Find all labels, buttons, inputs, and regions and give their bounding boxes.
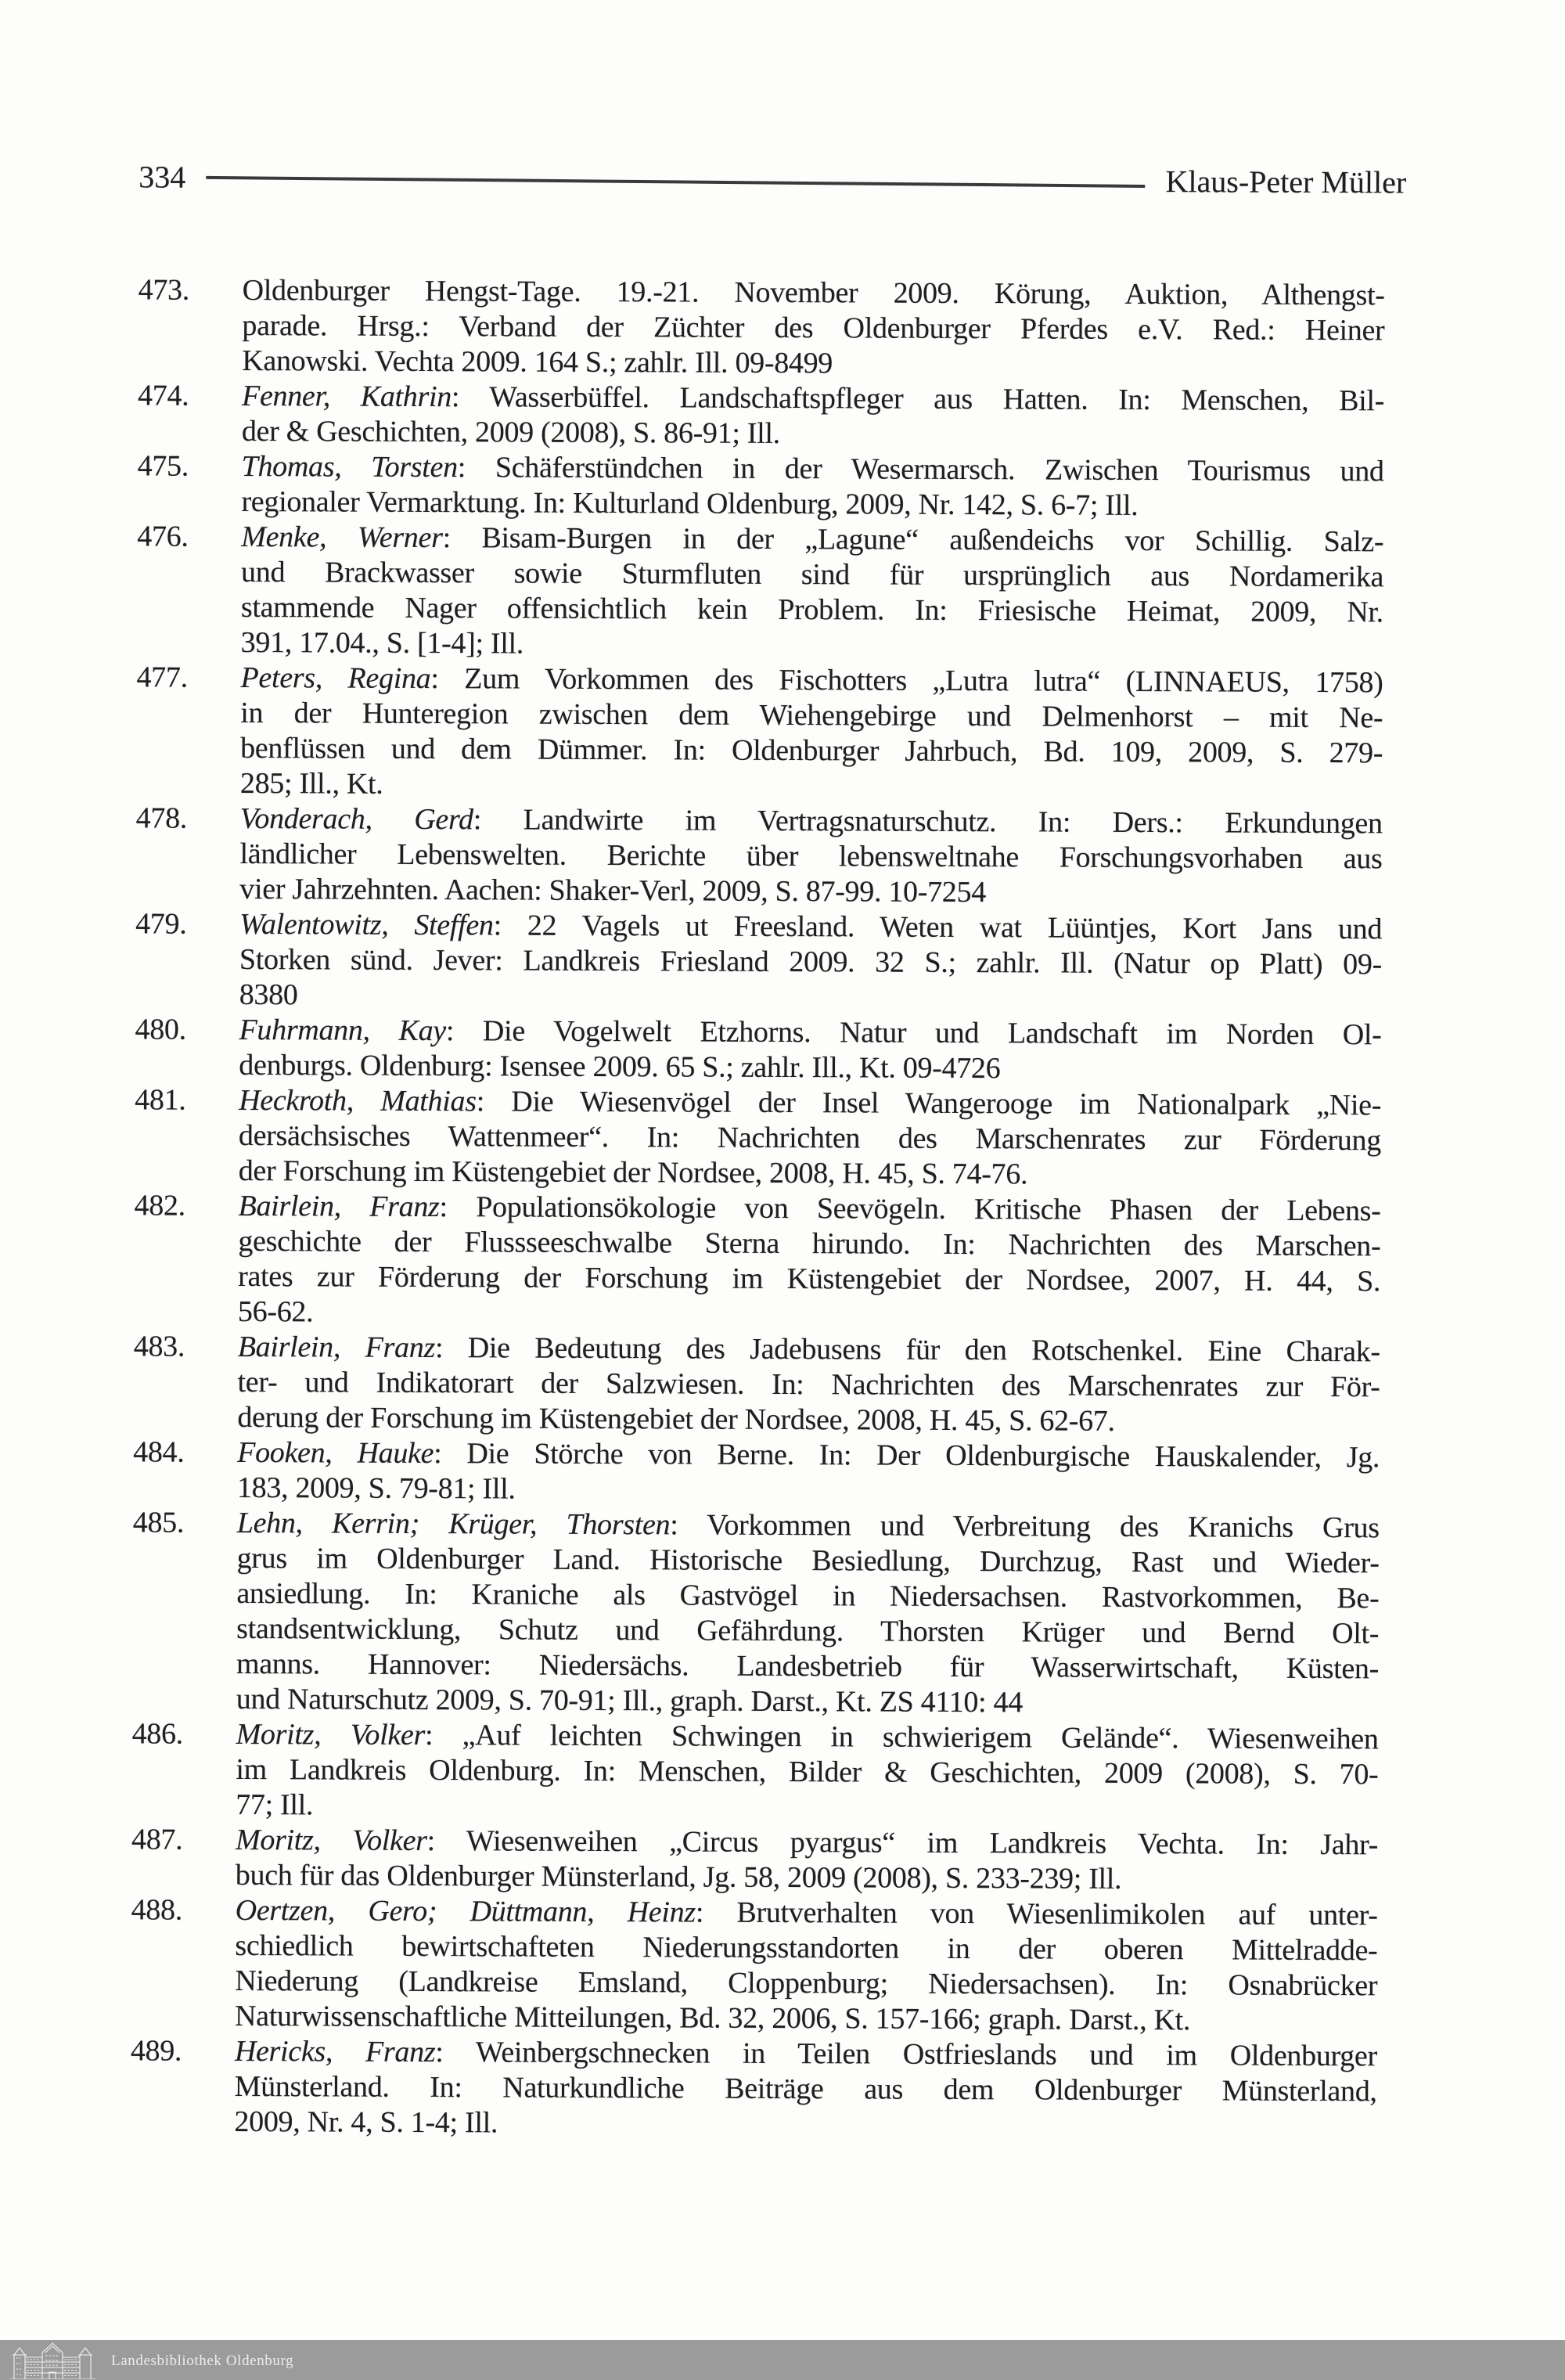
bibliography-entry bbox=[130, 2034, 1377, 2144]
entry-number: 477. bbox=[136, 661, 188, 694]
entry-text bbox=[236, 1717, 1379, 1827]
entry-author: Hericks, Franz bbox=[234, 2034, 436, 2069]
bibliography-entry bbox=[133, 1330, 1380, 1440]
entry-line: Fooken, Hauke: Die Störche von Berne. In: Der Oldenburgische Hauskalender, Jg. bbox=[237, 1435, 1380, 1474]
entry-author: Heckroth, Mathias bbox=[239, 1083, 477, 1118]
entry-line: Bairlein, Franz: Populationsökologie von Seevögeln. Kritische Phasen der Lebens- bbox=[238, 1189, 1381, 1228]
entry-number: 484. bbox=[133, 1435, 185, 1469]
entry-text bbox=[239, 907, 1383, 1017]
library-name-label: Landesbibliothek Oldenburg bbox=[111, 2353, 294, 2369]
entry-author: Thomas, Torsten bbox=[241, 449, 458, 484]
entry-line: Thomas, Torsten: Schäferstündchen in der Wesermarsch. Zwischen Tourismus und bbox=[241, 449, 1384, 488]
entry-number: 476. bbox=[137, 520, 189, 553]
entry-line: der Forschung im Küstengebiet der Nordsee, 2008, H. 45, S. 74-76. bbox=[238, 1154, 1028, 1191]
entry-number: 482. bbox=[134, 1189, 185, 1222]
entry-line: benflüssen und dem Dümmer. In: Oldenburger Jahrbuch, Bd. 109, 2009, S. 279- bbox=[240, 731, 1383, 770]
entry-author: Fuhrmann, Kay bbox=[239, 1013, 447, 1048]
entry-text bbox=[242, 273, 1385, 383]
entry-line: regionaler Vermarktung. In: Kulturland Oldenburg, 2009, Nr. 142, S. 6-7; Ill. bbox=[241, 484, 1139, 522]
entry-text bbox=[239, 1013, 1381, 1088]
entry-number: 479. bbox=[135, 907, 187, 941]
bibliography-entry bbox=[132, 1506, 1380, 1722]
entry-line: 183, 2009, S. 79-81; Ill. bbox=[236, 1471, 516, 1506]
header-rule bbox=[206, 176, 1145, 188]
entry-line: Oldenburger Hengst-Tage. 19.-21. November 2009. Körung, Auktion, Althengst- bbox=[242, 273, 1385, 312]
entry-line: in der Hunteregion zwischen dem Wiehengebirge und Delmenhorst – mit Ne- bbox=[240, 696, 1383, 735]
entry-author: Fooken, Hauke bbox=[237, 1435, 434, 1471]
entry-text bbox=[236, 1506, 1380, 1722]
entry-author: Vonderach, Gerd bbox=[239, 801, 473, 837]
entry-author: Bairlein, Franz bbox=[237, 1330, 436, 1365]
entry-line: schiedlich bewirtschafteten Niederungsstandorten in der oberen Mittelradde- bbox=[235, 1928, 1378, 1968]
entry-text bbox=[241, 449, 1383, 524]
entry-line: 56-62. bbox=[237, 1294, 314, 1329]
entry-line: 391, 17.04., S. [1-4]; Ill. bbox=[240, 625, 524, 661]
entry-line: denburgs. Oldenburg: Isensee 2009. 65 S.; zahlr. Ill., Kt. 09-4726 bbox=[239, 1048, 1001, 1086]
entry-author: Menke, Werner bbox=[241, 520, 443, 555]
entry-line: Hericks, Franz: Weinbergschnecken in Teilen Ostfrieslands und im Oldenburger bbox=[234, 2034, 1377, 2073]
entry-line: 77; Ill. bbox=[236, 1788, 314, 1822]
entry-number: 483. bbox=[133, 1330, 185, 1363]
library-watermark-bar bbox=[0, 2340, 1565, 2380]
entry-author: Walentowitz, Steffen bbox=[239, 907, 494, 942]
entry-line: geschichte der Flussseeschwalbe Sterna hirundo. In: Nachrichten des Marschen- bbox=[238, 1224, 1381, 1263]
entry-line: parade. Hrsg.: Verband der Züchter des Oldenburger Pferdes e.V. Red.: Heiner bbox=[242, 308, 1385, 347]
bibliography-entry bbox=[133, 1435, 1380, 1510]
entry-line: 8380 bbox=[239, 978, 298, 1012]
bibliography-entry bbox=[135, 1013, 1382, 1088]
entry-line: 285; Ill., Kt. bbox=[239, 766, 383, 801]
library-building-icon bbox=[8, 2342, 97, 2379]
header-author: Klaus-Peter Müller bbox=[1165, 164, 1407, 200]
entry-line: der & Geschichten, 2009 (2008), S. 86-91; Ill. bbox=[241, 414, 780, 450]
bibliography-entry bbox=[138, 273, 1385, 383]
entry-line: Peters, Regina: Zum Vorkommen des Fischotters „Lutra lutra“ (LINNAEUS, 1758) bbox=[240, 661, 1383, 700]
bibliography-entry bbox=[137, 520, 1384, 665]
bibliography-entry bbox=[137, 449, 1384, 524]
entry-line: Walentowitz, Steffen: 22 Vagels ut Freesland. Weten wat Lüüntjes, Kort Jans und bbox=[239, 907, 1383, 946]
bibliography-entry bbox=[131, 1717, 1379, 1827]
entry-line: ansiedlung. In: Kraniche als Gastvögel in Niedersachsen. Rastvorkommen, Be- bbox=[236, 1576, 1380, 1615]
entry-number: 485. bbox=[132, 1506, 185, 1539]
bibliography-entry bbox=[135, 1083, 1382, 1194]
bibliography-entry bbox=[134, 1189, 1381, 1334]
entry-line: derung der Forschung im Küstengebiet der Nordsee, 2008, H. 45, S. 62-67. bbox=[237, 1400, 1115, 1438]
entry-author: Peters, Regina bbox=[240, 661, 431, 696]
entry-author: Fenner, Kathrin bbox=[242, 379, 452, 414]
entry-line: Lehn, Kerrin; Krüger, Thorsten: Vorkommen und Verbreitung des Kranichs Grus bbox=[236, 1506, 1380, 1545]
bibliography-entry bbox=[135, 801, 1383, 912]
entry-author: Moritz, Volker bbox=[235, 1823, 427, 1858]
entry-number: 488. bbox=[131, 1893, 183, 1927]
entry-line: stammende Nager offensichtlich kein Problem. In: Friesische Heimat, 2009, Nr. bbox=[240, 590, 1383, 629]
entry-line: rates zur Förderung der Forschung im Küstengebiet der Nordsee, 2007, H. 44, S. bbox=[238, 1259, 1381, 1298]
entry-number: 487. bbox=[131, 1823, 183, 1856]
entry-text bbox=[237, 1435, 1380, 1510]
entry-text bbox=[234, 2034, 1377, 2144]
entry-number: 489. bbox=[130, 2034, 182, 2068]
page-number: 334 bbox=[139, 159, 186, 195]
entry-text bbox=[240, 661, 1383, 806]
bibliography-entry bbox=[135, 907, 1383, 1017]
entry-line: Fuhrmann, Kay: Die Vogelwelt Etzhorns. Natur und Landschaft im Norden Ol- bbox=[239, 1013, 1382, 1052]
entry-line: Oertzen, Gero; Düttmann, Heinz: Brutverhalten von Wiesenlimikolen auf unter- bbox=[235, 1893, 1378, 1932]
entry-number: 481. bbox=[135, 1083, 186, 1117]
entry-author: Bairlein, Franz bbox=[238, 1189, 440, 1224]
entry-line: vier Jahrzehnten. Aachen: Shaker-Verl, 2009, S. 87-99. 10-7254 bbox=[239, 872, 987, 909]
entry-line: Moritz, Volker: Wiesenweihen „Circus pyargus“ im Landkreis Vechta. In: Jahr- bbox=[235, 1823, 1379, 1862]
entry-author: Oertzen, Gero; Düttmann, Heinz bbox=[235, 1893, 696, 1929]
entry-line: Münsterland. In: Naturkundliche Beiträge aus dem Oldenburger Münsterland, bbox=[234, 2069, 1377, 2108]
entry-number: 480. bbox=[135, 1013, 186, 1046]
entry-line: und Naturschutz 2009, S. 70-91; Ill., graph. Darst., Kt. ZS 4110: 44 bbox=[236, 1682, 1024, 1719]
entry-line: ter- und Indikatorart der Salzwiesen. In: Nachrichten des Marschenrates zur För- bbox=[237, 1365, 1380, 1404]
bibliography-entry bbox=[138, 379, 1385, 454]
entries-list bbox=[130, 273, 1385, 2144]
entry-number: 486. bbox=[131, 1717, 184, 1751]
entry-text bbox=[235, 1893, 1378, 2039]
page-header bbox=[139, 158, 1406, 201]
entry-line: Menke, Werner: Bisam-Burgen in der „Lagune“ außendeichs vor Schillig. Salz- bbox=[241, 520, 1384, 559]
entry-number: 475. bbox=[137, 449, 189, 483]
entry-line: Fenner, Kathrin: Wasserbüffel. Landschaftspfleger aus Hatten. In: Menschen, Bil- bbox=[242, 379, 1385, 418]
entry-number: 474. bbox=[138, 379, 189, 412]
entry-line: Storken sünd. Jever: Landkreis Friesland 2009. 32 S.; zahlr. Ill. (Natur op Platt) 09- bbox=[239, 942, 1383, 981]
entry-line: standsentwicklung, Schutz und Gefährdung. Thorsten Krüger und Bernd Olt- bbox=[236, 1611, 1380, 1651]
entry-line: Moritz, Volker: „Auf leichten Schwingen in schwierigem Gelände“. Wiesenweihen bbox=[236, 1717, 1379, 1756]
entry-line: im Landkreis Oldenburg. In: Menschen, Bilder & Geschichten, 2009 (2008), S. 70- bbox=[236, 1752, 1379, 1791]
entry-text bbox=[239, 801, 1383, 912]
entry-line: Bairlein, Franz: Die Bedeutung des Jadebusens für den Rotschenkel. Eine Charak- bbox=[237, 1330, 1380, 1369]
entry-text bbox=[238, 1189, 1381, 1334]
entry-line: und Brackwasser sowie Sturmfluten sind für ursprünglich aus Nordamerika bbox=[241, 555, 1384, 594]
entry-line: ländlicher Lebenswelten. Berichte über lebensweltnahe Forschungsvorhaben aus bbox=[239, 837, 1383, 876]
entry-text bbox=[237, 1330, 1380, 1440]
entry-line: Kanowski. Vechta 2009. 164 S.; zahlr. Ill. 09-8499 bbox=[242, 344, 833, 380]
entry-author: Lehn, Kerrin; Krüger, Thorsten bbox=[236, 1506, 671, 1542]
entry-line: buch für das Oldenburger Münsterland, Jg. 58, 2009 (2008), S. 233-239; Ill. bbox=[235, 1858, 1122, 1896]
entry-line: Niederung (Landkreise Emsland, Cloppenburg; Niedersachsen). In: Osnabrücker bbox=[235, 1964, 1378, 2003]
entry-text bbox=[241, 520, 1384, 665]
entry-number: 473. bbox=[138, 273, 190, 307]
bibliography-entry bbox=[131, 1823, 1379, 1898]
entry-line: manns. Hannover: Niedersächs. Landesbetrieb für Wasserwirtschaft, Küsten- bbox=[236, 1647, 1380, 1686]
entry-author: Moritz, Volker bbox=[236, 1717, 426, 1752]
entry-line: 2009, Nr. 4, S. 1-4; Ill. bbox=[234, 2105, 498, 2140]
entry-line: Vonderach, Gerd: Landwirte im Vertragsnaturschutz. In: Ders.: Erkundungen bbox=[239, 801, 1383, 841]
entry-line: grus im Oldenburger Land. Historische Besiedlung, Durchzug, Rast und Wieder- bbox=[236, 1541, 1380, 1580]
bibliography-entry bbox=[136, 661, 1383, 806]
entry-text bbox=[239, 1083, 1382, 1194]
entry-line: Naturwissenschaftliche Mitteilungen, Bd. 32, 2006, S. 157-166; graph. Darst., Kt. bbox=[234, 1999, 1191, 2037]
entry-line: Heckroth, Mathias: Die Wiesenvögel der Insel Wangerooge im Nationalpark „Nie- bbox=[239, 1083, 1382, 1122]
entry-text bbox=[236, 1823, 1378, 1898]
bibliography-entry bbox=[131, 1893, 1378, 2039]
entry-text bbox=[242, 379, 1384, 454]
entry-number: 478. bbox=[135, 801, 188, 835]
entry-line: dersächsisches Wattenmeer“. In: Nachrichten des Marschenrates zur Förderung bbox=[238, 1118, 1382, 1158]
